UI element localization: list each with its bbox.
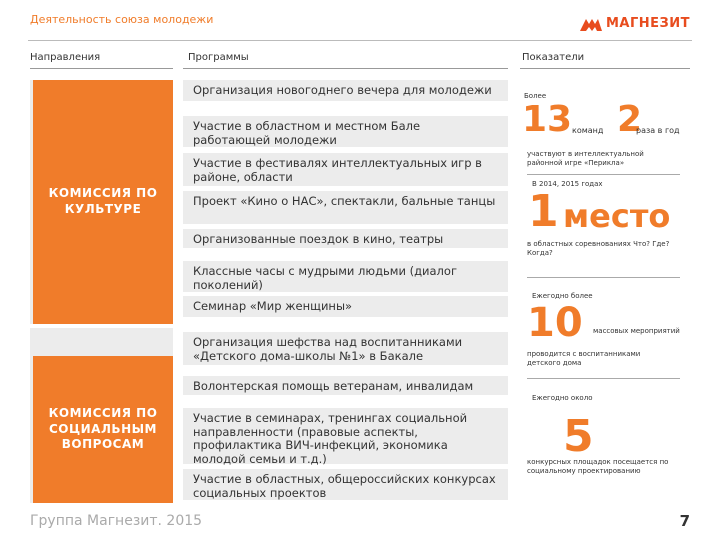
kpi-unit: массовых мероприятий bbox=[593, 327, 680, 335]
column-underline bbox=[30, 68, 173, 69]
divider bbox=[527, 277, 680, 278]
program-item: Организованные поездок в кино, театры bbox=[183, 229, 508, 249]
column-header-directions: Направления bbox=[30, 52, 101, 63]
category-social bbox=[30, 328, 173, 503]
kpi-value: 2 bbox=[617, 99, 643, 140]
logo-text: МАГНЕЗИТ bbox=[605, 15, 690, 31]
program-item: Участие в фестивалях интеллектуальных игр в районе, области bbox=[183, 153, 508, 187]
kpi-prefix: Более bbox=[524, 92, 547, 100]
program-item: Семинар «Мир женщины» bbox=[183, 296, 508, 318]
column-header-programs: Программы bbox=[188, 52, 249, 63]
column-underline bbox=[183, 68, 508, 69]
column-underline bbox=[520, 68, 690, 69]
page-number: 7 bbox=[679, 512, 690, 530]
kpi-value: 5 bbox=[563, 411, 594, 462]
program-item: Проект «Кино о НАС», спектакли, бальные танцы bbox=[183, 191, 508, 225]
kpi-unit: место bbox=[563, 197, 671, 235]
page-title: Деятельность союза молодежи bbox=[30, 13, 214, 26]
divider bbox=[527, 378, 680, 379]
company-logo bbox=[580, 15, 690, 31]
kpi-unit: команд bbox=[572, 126, 604, 135]
footer-text: Группа Магнезит. 2015 bbox=[30, 513, 203, 529]
category-label: КОМИССИЯ ПО СОЦИАЛЬНЫМ ВОПРОСАМ bbox=[48, 406, 158, 452]
kpi-unit: раза в год bbox=[636, 126, 680, 135]
program-item: Участие в областном и местном Бале работающей молодежи bbox=[183, 116, 508, 148]
program-item: Организация новогоднего вечера для молодежи bbox=[183, 80, 508, 102]
program-item: Участие в семинарах, тренингах социальной направленности (правовые аспекты, профилактика ВИЧ-инфекций, экономика молодой семьи и т.д.) bbox=[183, 408, 508, 465]
program-item: Участие в областных, общероссийских конкурсах социальных проектов bbox=[183, 469, 508, 501]
kpi-description: участвуют в интеллектуальной районной игре «Перикла» bbox=[527, 150, 644, 168]
kpi-value: 1 bbox=[528, 186, 559, 237]
category-culture bbox=[30, 80, 173, 324]
kpi-description: проводится с воспитанниками детского дома bbox=[527, 350, 641, 368]
category-label: КОМИССИЯ ПО КУЛЬТУРЕ bbox=[48, 186, 158, 216]
program-item: Волонтерская помощь ветеранам, инвалидам bbox=[183, 376, 508, 396]
kpi-description: в областных соревнованиях Что? Где? Когда? bbox=[527, 240, 670, 258]
kpi-prefix: Ежегодно более bbox=[532, 292, 593, 300]
kpi-value: 10 bbox=[527, 300, 583, 346]
divider bbox=[527, 174, 680, 175]
kpi-prefix: Ежегодно около bbox=[532, 394, 593, 402]
program-item: Классные часы с мудрыми людьми (диалог поколений) bbox=[183, 261, 508, 293]
column-header-indicators: Показатели bbox=[522, 52, 585, 63]
program-item: Организация шефства над воспитанниками «Детского дома-школы №1» в Бакале bbox=[183, 332, 508, 366]
kpi-prefix: В 2014, 2015 годах bbox=[532, 180, 603, 188]
divider bbox=[28, 40, 692, 41]
magnezit-logo-icon bbox=[580, 15, 602, 31]
kpi-value: 13 bbox=[522, 99, 573, 140]
kpi-description: конкурсных площадок посещается по социальному проектированию bbox=[527, 458, 669, 476]
